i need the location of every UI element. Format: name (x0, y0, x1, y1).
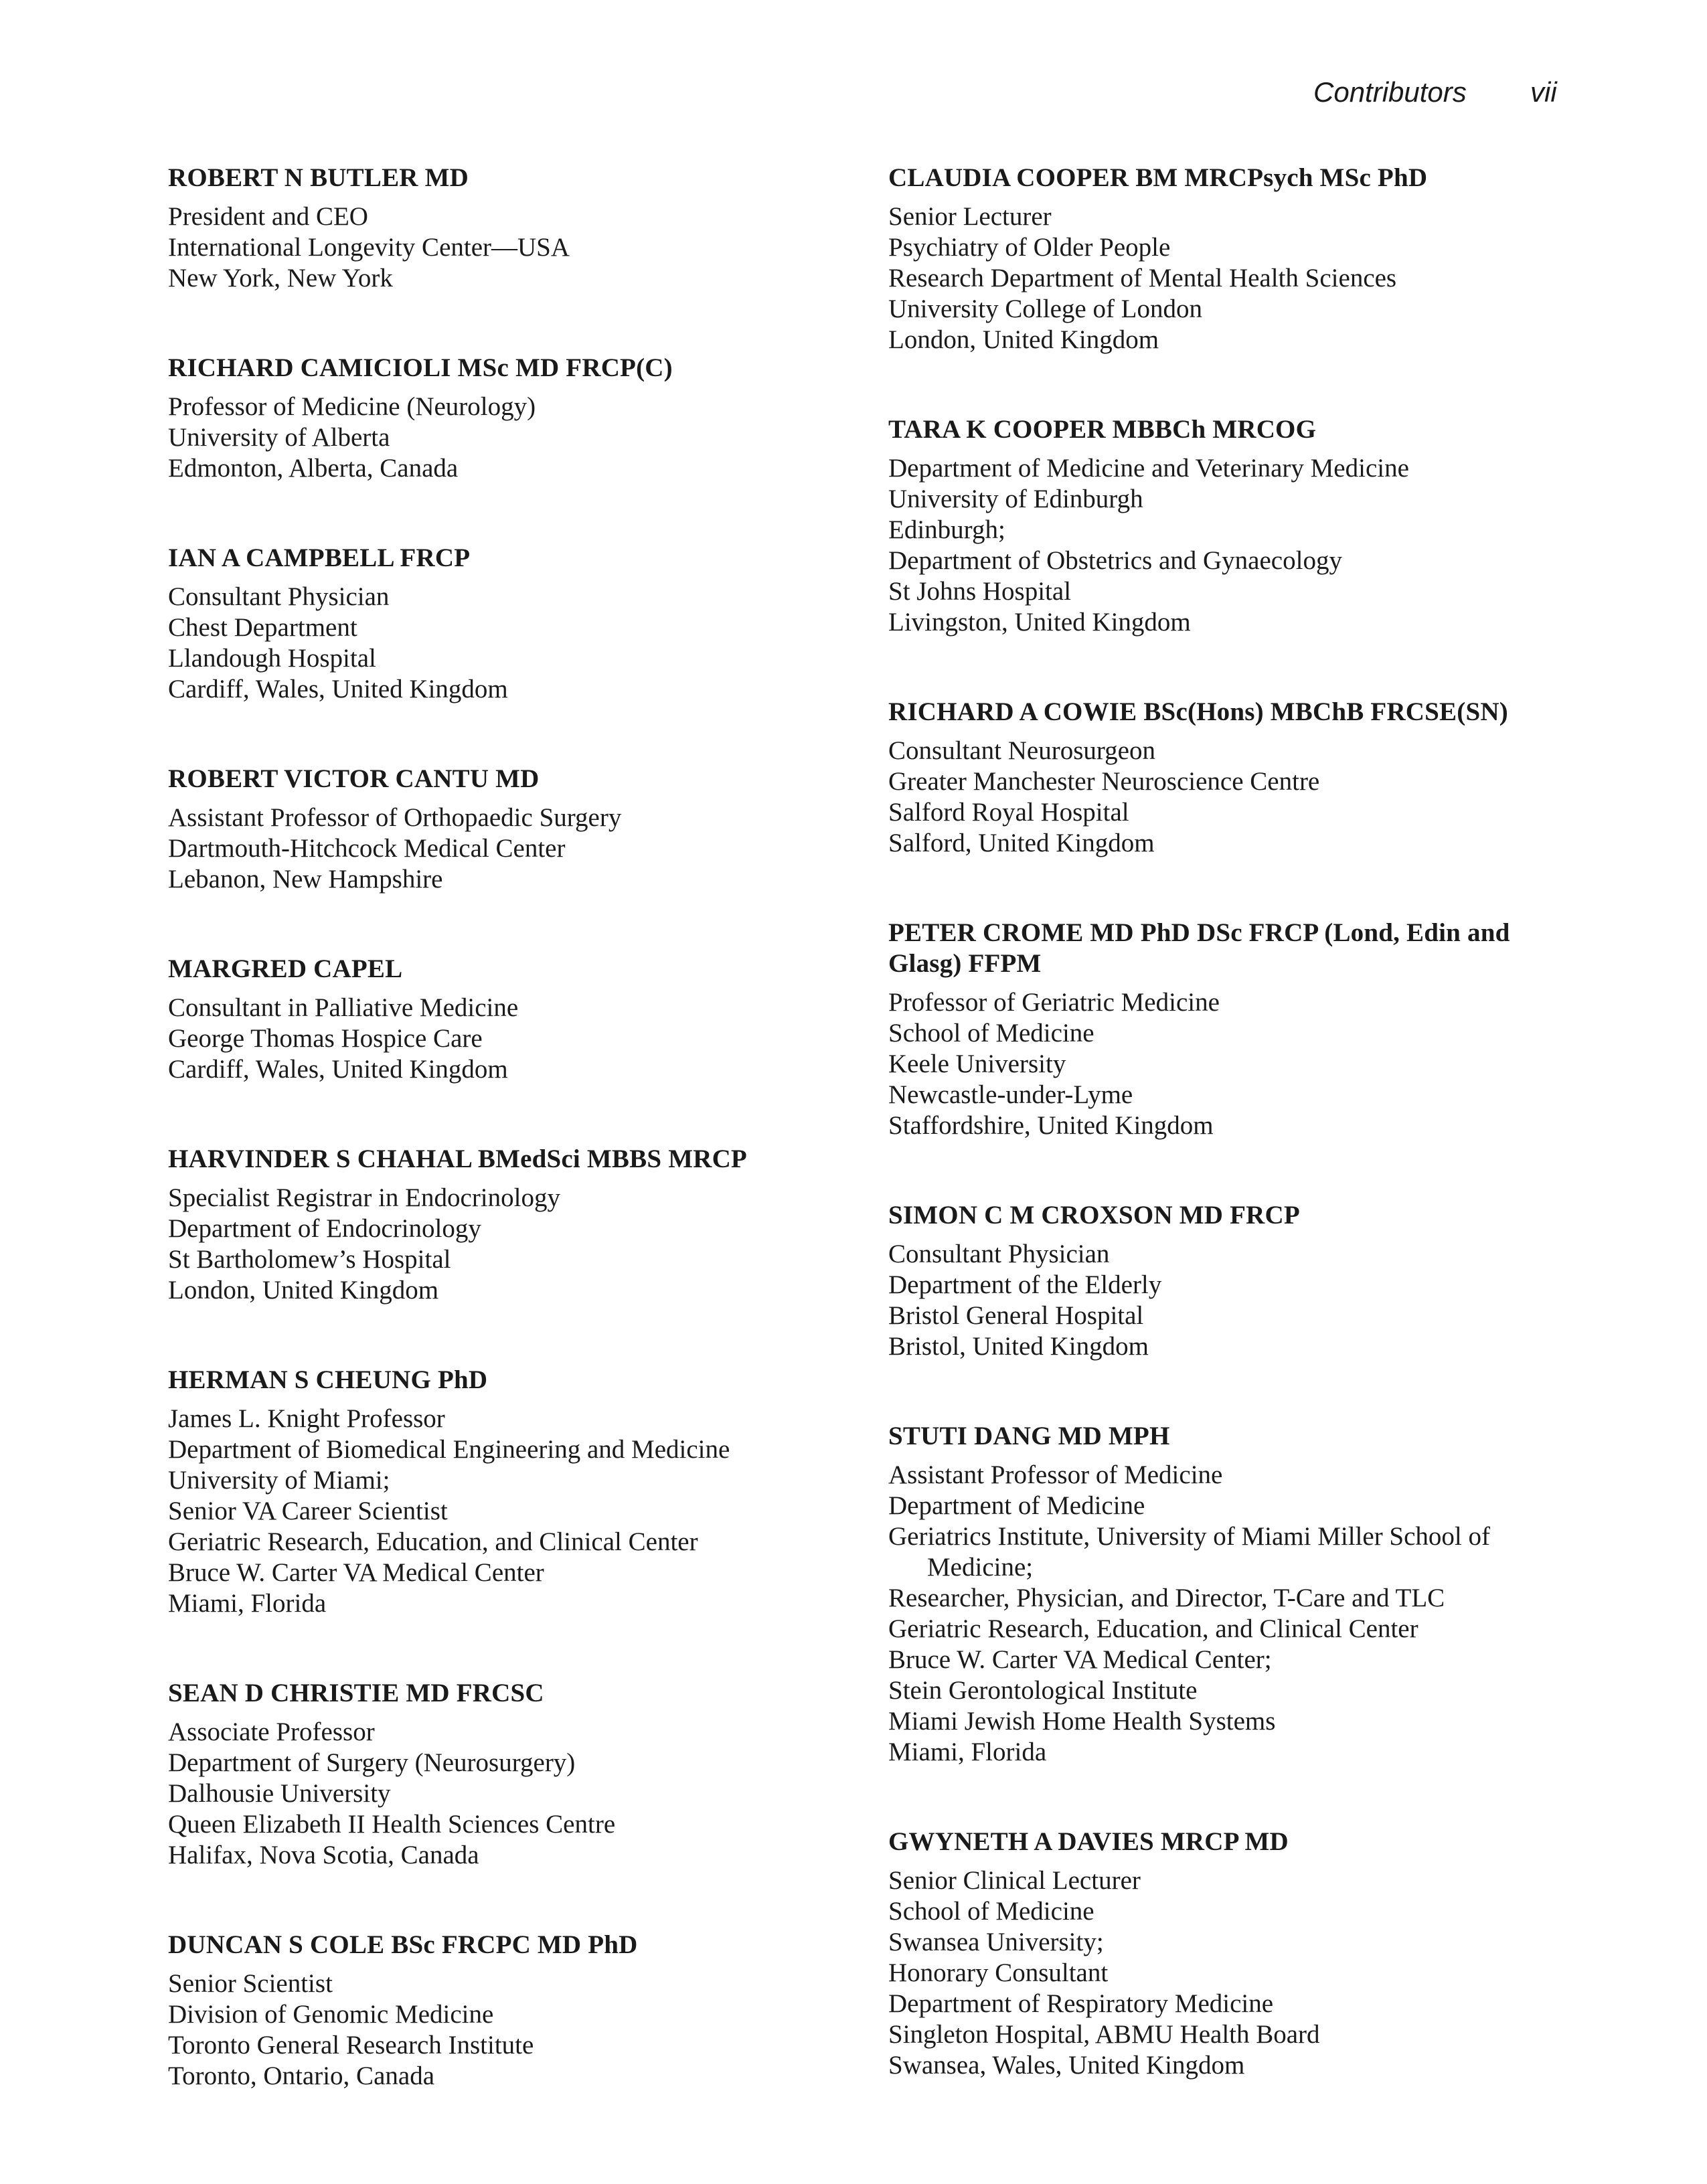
affiliation-line: Toronto, Ontario, Canada (168, 2062, 434, 2090)
affiliation-line: Department of Medicine (888, 1491, 1145, 1520)
contributor-entry (888, 163, 1558, 355)
affiliation-line: Geriatric Research, Education, and Clinical Center (168, 1527, 698, 1556)
contributor-name: DUNCAN S COLE BSc FRCPC MD PhD (168, 1930, 638, 1959)
contributor-affiliation (888, 987, 1558, 1141)
contributor-name: SIMON C M CROXSON MD FRCP (888, 1201, 1300, 1230)
contributor-affiliation (168, 1404, 837, 1619)
affiliation-line: Halifax, Nova Scotia, Canada (168, 1841, 479, 1869)
affiliation-line: Assistant Professor of Medicine (888, 1460, 1223, 1489)
affiliation-line: London, United Kingdom (168, 1276, 439, 1305)
affiliation-line: Lebanon, New Hampshire (168, 865, 443, 894)
affiliation-line: Professor of Medicine (Neurology) (168, 392, 536, 421)
contributor-affiliation (168, 582, 837, 705)
contributor-entry (168, 1365, 837, 1619)
contributor-entry (168, 764, 837, 895)
contributor-entry (888, 1200, 1558, 1362)
affiliation-line: Swansea University; (888, 1928, 1104, 1956)
contributor-name: STUTI DANG MD MPH (888, 1422, 1170, 1450)
affiliation-line: Bruce W. Carter VA Medical Center; (888, 1645, 1272, 1674)
affiliation-line: Senior VA Career Scientist (168, 1497, 448, 1525)
contributor-entry (888, 1421, 1558, 1768)
affiliation-line: Department of Biomedical Engineering and Medicine (168, 1435, 730, 1464)
contributor-entry (888, 918, 1558, 1141)
affiliation-line: Senior Clinical Lecturer (888, 1866, 1141, 1895)
contributor-name: RICHARD CAMICIOLI MSc MD FRCP(C) (168, 353, 673, 382)
contributor-affiliation (888, 1865, 1558, 2081)
affiliation-line: Edinburgh; (888, 515, 1005, 544)
affiliation-line: Swansea, Wales, United Kingdom (888, 2051, 1245, 2080)
affiliation-line: St Johns Hospital (888, 577, 1072, 606)
affiliation-line: Edmonton, Alberta, Canada (168, 454, 459, 483)
affiliation-line: New York, New York (168, 264, 393, 292)
affiliation-line: Assistant Professor of Orthopaedic Surgery (168, 803, 622, 832)
affiliation-line: Greater Manchester Neuroscience Centre (888, 767, 1320, 796)
affiliation-line: Psychiatry of Older People (888, 233, 1171, 262)
contributor-name: HERMAN S CHEUNG PhD (168, 1365, 488, 1394)
contributors-left-column (168, 163, 837, 2151)
contributors-right-column (888, 163, 1558, 2140)
contributor-name: ROBERT N BUTLER MD (168, 163, 469, 192)
affiliation-line: School of Medicine (888, 1897, 1094, 1926)
contributor-entry (888, 1827, 1558, 2081)
affiliation-line: Cardiff, Wales, United Kingdom (168, 1055, 508, 1084)
affiliation-line: University of Miami; (168, 1466, 390, 1495)
affiliation-line: Consultant Neurosurgeon (888, 736, 1155, 765)
affiliation-line: Staffordshire, United Kingdom (888, 1111, 1214, 1140)
affiliation-line: Department of Medicine and Veterinary Medicine (888, 454, 1409, 483)
contributor-entry (168, 353, 837, 484)
affiliation-line: Miami Jewish Home Health Systems (888, 1707, 1276, 1736)
affiliation-line: Consultant in Palliative Medicine (168, 993, 519, 1022)
contributor-affiliation (888, 453, 1558, 638)
affiliation-line: Llandough Hospital (168, 644, 376, 673)
affiliation-line: Dartmouth-Hitchcock Medical Center (168, 834, 566, 863)
contributor-affiliation (168, 993, 837, 1085)
page-number: vii (1530, 76, 1557, 108)
affiliation-line: Researcher, Physician, and Director, T-Care and TLC (888, 1584, 1445, 1612)
affiliation-line: Bristol General Hospital (888, 1301, 1144, 1330)
affiliation-line: University College of London (888, 295, 1203, 323)
contributor-affiliation (168, 1183, 837, 1306)
affiliation-line: Consultant Physician (168, 582, 390, 611)
running-head-section-title: Contributors (1313, 76, 1467, 108)
affiliation-line: Salford Royal Hospital (888, 798, 1129, 827)
affiliation-line: Honorary Consultant (888, 1958, 1109, 1987)
contributor-name: RICHARD A COWIE BSc(Hons) MBChB FRCSE(SN) (888, 697, 1508, 726)
affiliation-line: Geriatric Research, Education, and Clinical Center (888, 1614, 1418, 1643)
contributor-name: TARA K COOPER MBBCh MRCOG (888, 415, 1317, 444)
affiliation-line: James L. Knight Professor (168, 1404, 445, 1433)
affiliation-line: Newcastle-under-Lyme (888, 1080, 1133, 1109)
affiliation-line: Division of Genomic Medicine (168, 2000, 494, 2029)
affiliation-line: Miami, Florida (888, 1738, 1047, 1766)
affiliation-line: Research Department of Mental Health Sciences (888, 264, 1397, 292)
contributor-name: HARVINDER S CHAHAL BMedSci MBBS MRCP (168, 1145, 747, 1173)
contributor-name: ROBERT VICTOR CANTU MD (168, 764, 540, 793)
affiliation-line: George Thomas Hospice Care (168, 1024, 483, 1053)
affiliation-line: Senior Scientist (168, 1969, 333, 1998)
affiliation-line: Bristol, United Kingdom (888, 1332, 1149, 1361)
affiliation-line: Queen Elizabeth II Health Sciences Centre (168, 1810, 616, 1839)
affiliation-line: School of Medicine (888, 1019, 1094, 1047)
affiliation-line: Cardiff, Wales, United Kingdom (168, 675, 508, 703)
affiliation-line: President and CEO (168, 202, 368, 231)
affiliation-line: Department of Endocrinology (168, 1214, 481, 1243)
contributor-affiliation (888, 1239, 1558, 1362)
affiliation-line: Professor of Geriatric Medicine (888, 988, 1220, 1017)
contributor-entry (168, 543, 837, 705)
affiliation-line: Department of Obstetrics and Gynaecology (888, 546, 1342, 575)
contributor-name: GWYNETH A DAVIES MRCP MD (888, 1827, 1289, 1856)
affiliation-line: Bruce W. Carter VA Medical Center (168, 1558, 544, 1587)
affiliation-line: University of Edinburgh (888, 485, 1143, 513)
contributor-name: MARGRED CAPEL (168, 954, 403, 983)
affiliation-line: Specialist Registrar in Endocrinology (168, 1183, 560, 1212)
affiliation-line: Keele University (888, 1049, 1066, 1078)
contributor-affiliation (168, 392, 837, 484)
contributor-name: IAN A CAMPBELL FRCP (168, 543, 471, 572)
affiliation-line: Salford, United Kingdom (888, 829, 1155, 857)
contributor-entry (168, 1144, 837, 1306)
contributor-affiliation (168, 1968, 837, 2092)
affiliation-line: Consultant Physician (888, 1240, 1110, 1268)
contributor-affiliation (888, 1460, 1558, 1768)
contributor-affiliation (168, 803, 837, 895)
affiliation-line: Livingston, United Kingdom (888, 608, 1191, 637)
affiliation-line: International Longevity Center—USA (168, 233, 570, 262)
contributor-entry (168, 1678, 837, 1871)
contributor-affiliation (888, 201, 1558, 355)
contributor-entry (168, 1930, 837, 2092)
affiliation-line: Senior Lecturer (888, 202, 1052, 231)
affiliation-line: Department of the Elderly (888, 1270, 1162, 1299)
affiliation-line: Stein Gerontological Institute (888, 1676, 1198, 1705)
contributor-affiliation (888, 736, 1558, 859)
contributor-affiliation (168, 1717, 837, 1871)
affiliation-line: University of Alberta (168, 423, 390, 452)
contributor-entry (888, 414, 1558, 638)
affiliation-line: Toronto General Research Institute (168, 2031, 534, 2060)
affiliation-line: Associate Professor (168, 1717, 375, 1746)
affiliation-line: Chest Department (168, 613, 357, 642)
contributor-entry (888, 697, 1558, 859)
affiliation-line: Geriatrics Institute, University of Miami Miller School of Medicine; (888, 1522, 1490, 1582)
affiliation-line: Dalhousie University (168, 1779, 391, 1808)
running-head (1272, 72, 1573, 112)
affiliation-line: St Bartholomew’s Hospital (168, 1245, 451, 1274)
affiliation-line: London, United Kingdom (888, 325, 1159, 354)
contributor-name: PETER CROME MD PhD DSc FRCP (Lond, Edin and Glasg) FFPM (888, 918, 1510, 978)
contributor-name: SEAN D CHRISTIE MD FRCSC (168, 1679, 544, 1707)
contributor-affiliation (168, 201, 837, 294)
contributor-entry (168, 163, 837, 294)
contributor-name: CLAUDIA COOPER BM MRCPsych MSc PhD (888, 163, 1428, 192)
affiliation-line: Department of Surgery (Neurosurgery) (168, 1748, 576, 1777)
affiliation-line: Singleton Hospital, ABMU Health Board (888, 2020, 1320, 2049)
affiliation-line: Department of Respiratory Medicine (888, 1989, 1274, 2018)
affiliation-line: Miami, Florida (168, 1589, 327, 1618)
contributor-entry (168, 954, 837, 1085)
